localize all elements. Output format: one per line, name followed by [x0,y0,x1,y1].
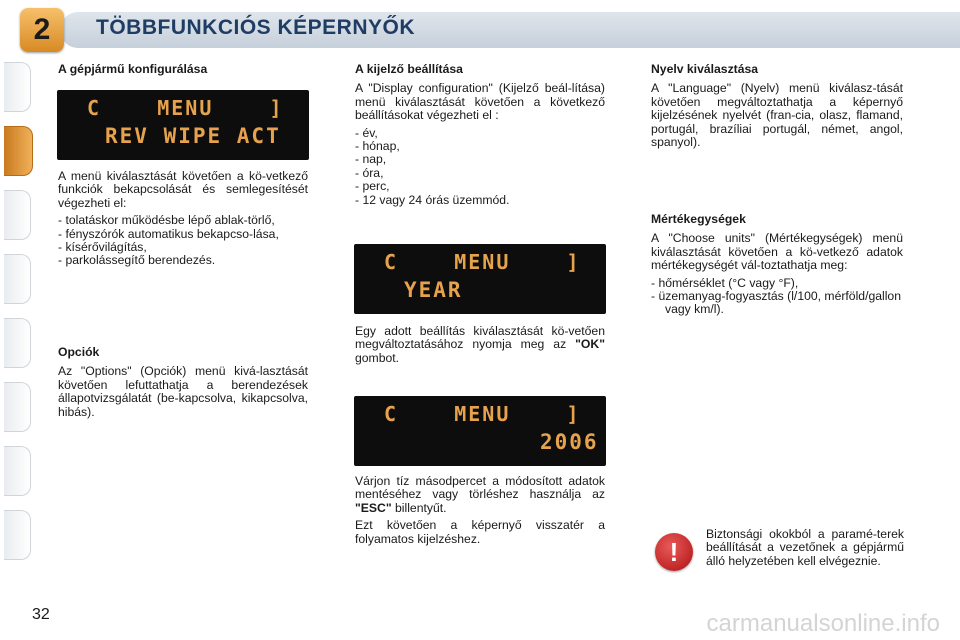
lcd-bottom-row: REV WIPE ACT [105,124,281,148]
side-tab[interactable] [4,510,31,560]
page-title: TÖBBFUNKCIÓS KÉPERNYŐK [96,16,416,39]
warning-text: Biztonsági okokból a paramé-terek beállítását a vezetőnek a gépjármű álló helyzetében kell elvégeznie. [706,527,904,568]
section-title-language: Nyelv kiválasztása [651,62,759,76]
list-item: - év, [355,127,605,140]
text-fragment: Várjon tíz másodpercet a módosított adatok mentéséhez vagy törléshez használja az [355,474,605,502]
chapter-badge [20,8,64,52]
display-settings-list [355,127,605,207]
text-fragment: Egy adott beállítás kiválasztását kö-vetően megváltoztatásához nyomja meg az [355,324,605,352]
display-settings-intro: A "Display configuration" (Kijelző beál-lítása) menü kiválasztását követően a következő beállításokat végezheti el : [355,81,605,123]
side-tab[interactable] [4,62,31,112]
side-tab[interactable] [4,382,31,432]
left-column [58,63,308,82]
lcd-bottom-row: 2006 [540,430,599,454]
section-title-display-settings: A kijelző beállítása [355,62,463,76]
text-fragment: billentyűt. [391,500,447,515]
list-item: - hőmérséklet (°C vagy °F), [651,277,903,290]
return-text: Ezt követően a képernyő visszatér a folyamatos kijelzéshez. [355,518,605,546]
options-text: Az "Options" (Opciók) menü kivá-lasztását követően lefuttathatja a berendezések állapotvizsgálatát (be-kapcsolva, kikapcsolva, hibás). [58,364,308,419]
side-tab[interactable] [4,254,31,304]
esc-instruction [355,475,605,550]
watermark: carmanualsonline.info [706,610,940,637]
list-item: - kísérővilágítás, [58,241,308,254]
units-list [651,277,903,317]
list-item: - perc, [355,180,605,193]
lcd-top-row: C MENU ] [384,250,581,274]
side-tab-active[interactable] [4,126,33,176]
list-item: - üzemanyag-fogyasztás (l/100, mérföld/gallon vagy km/l). [651,290,903,317]
warning-glyph: ! [669,536,679,567]
side-tab[interactable] [4,190,31,240]
chapter-number: 2 [33,13,51,46]
list-item: - 12 vagy 24 órás üzemmód. [355,194,605,207]
side-tab[interactable] [4,446,31,496]
section-title-options: Opciók [58,345,100,359]
list-item: - nap, [355,153,605,166]
language-block [651,63,903,153]
esc-instruction-text [355,475,605,515]
units-intro: A "Choose units" (Mértékegységek) menü kiválasztását követően a kö-vetkező adatok mértékegységét vál-toztathatja meg: [651,231,903,273]
lcd-bottom-row: YEAR [404,278,463,302]
units-block [651,213,903,317]
esc-key-label: "ESC" [355,500,392,515]
section-title-vehicle-config: A gépjármű konfigurálása [58,62,208,76]
text-fragment: gombot. [355,350,400,365]
lcd-top-row: C MENU ] [87,96,284,120]
lcd-display-year [354,244,606,314]
vehicle-config-intro: A menü kiválasztását követően a kö-vetkező funkciók bekapcsolását és semlegesítését végezheti el: [58,169,308,210]
left-text-block [58,170,308,268]
side-tabs [0,62,34,582]
options-block [58,346,308,423]
ok-instruction-text [355,325,605,365]
vehicle-config-list [58,214,308,268]
lcd-top-row: C MENU ] [384,402,581,426]
list-item: - tolatáskor működésbe lépő ablak-törlő, [58,214,308,227]
middle-text-block [355,63,605,207]
language-text: A "Language" (Nyelv) menü kiválasz-tását követően megváltoztathatja a képernyő kijelzésének nyelvét (fran-cia, olasz, flamand, portugál, brazíliai portugál, német, angol, spanyol). [651,81,903,150]
ok-instruction [355,325,605,369]
list-item: - óra, [355,167,605,180]
warning-icon [655,533,693,571]
warning-note [706,528,904,572]
list-item: - fényszórók automatikus bekapcso-lása, [58,228,308,241]
ok-key-label: "OK" [575,337,605,352]
lcd-display-2006 [354,396,606,466]
page-number: 32 [32,606,50,623]
side-tab[interactable] [4,318,31,368]
list-item: - hónap, [355,140,605,153]
list-item: - parkolássegítő berendezés. [58,254,308,267]
section-title-units: Mértékegységek [651,212,746,226]
lcd-display-config [57,90,309,160]
